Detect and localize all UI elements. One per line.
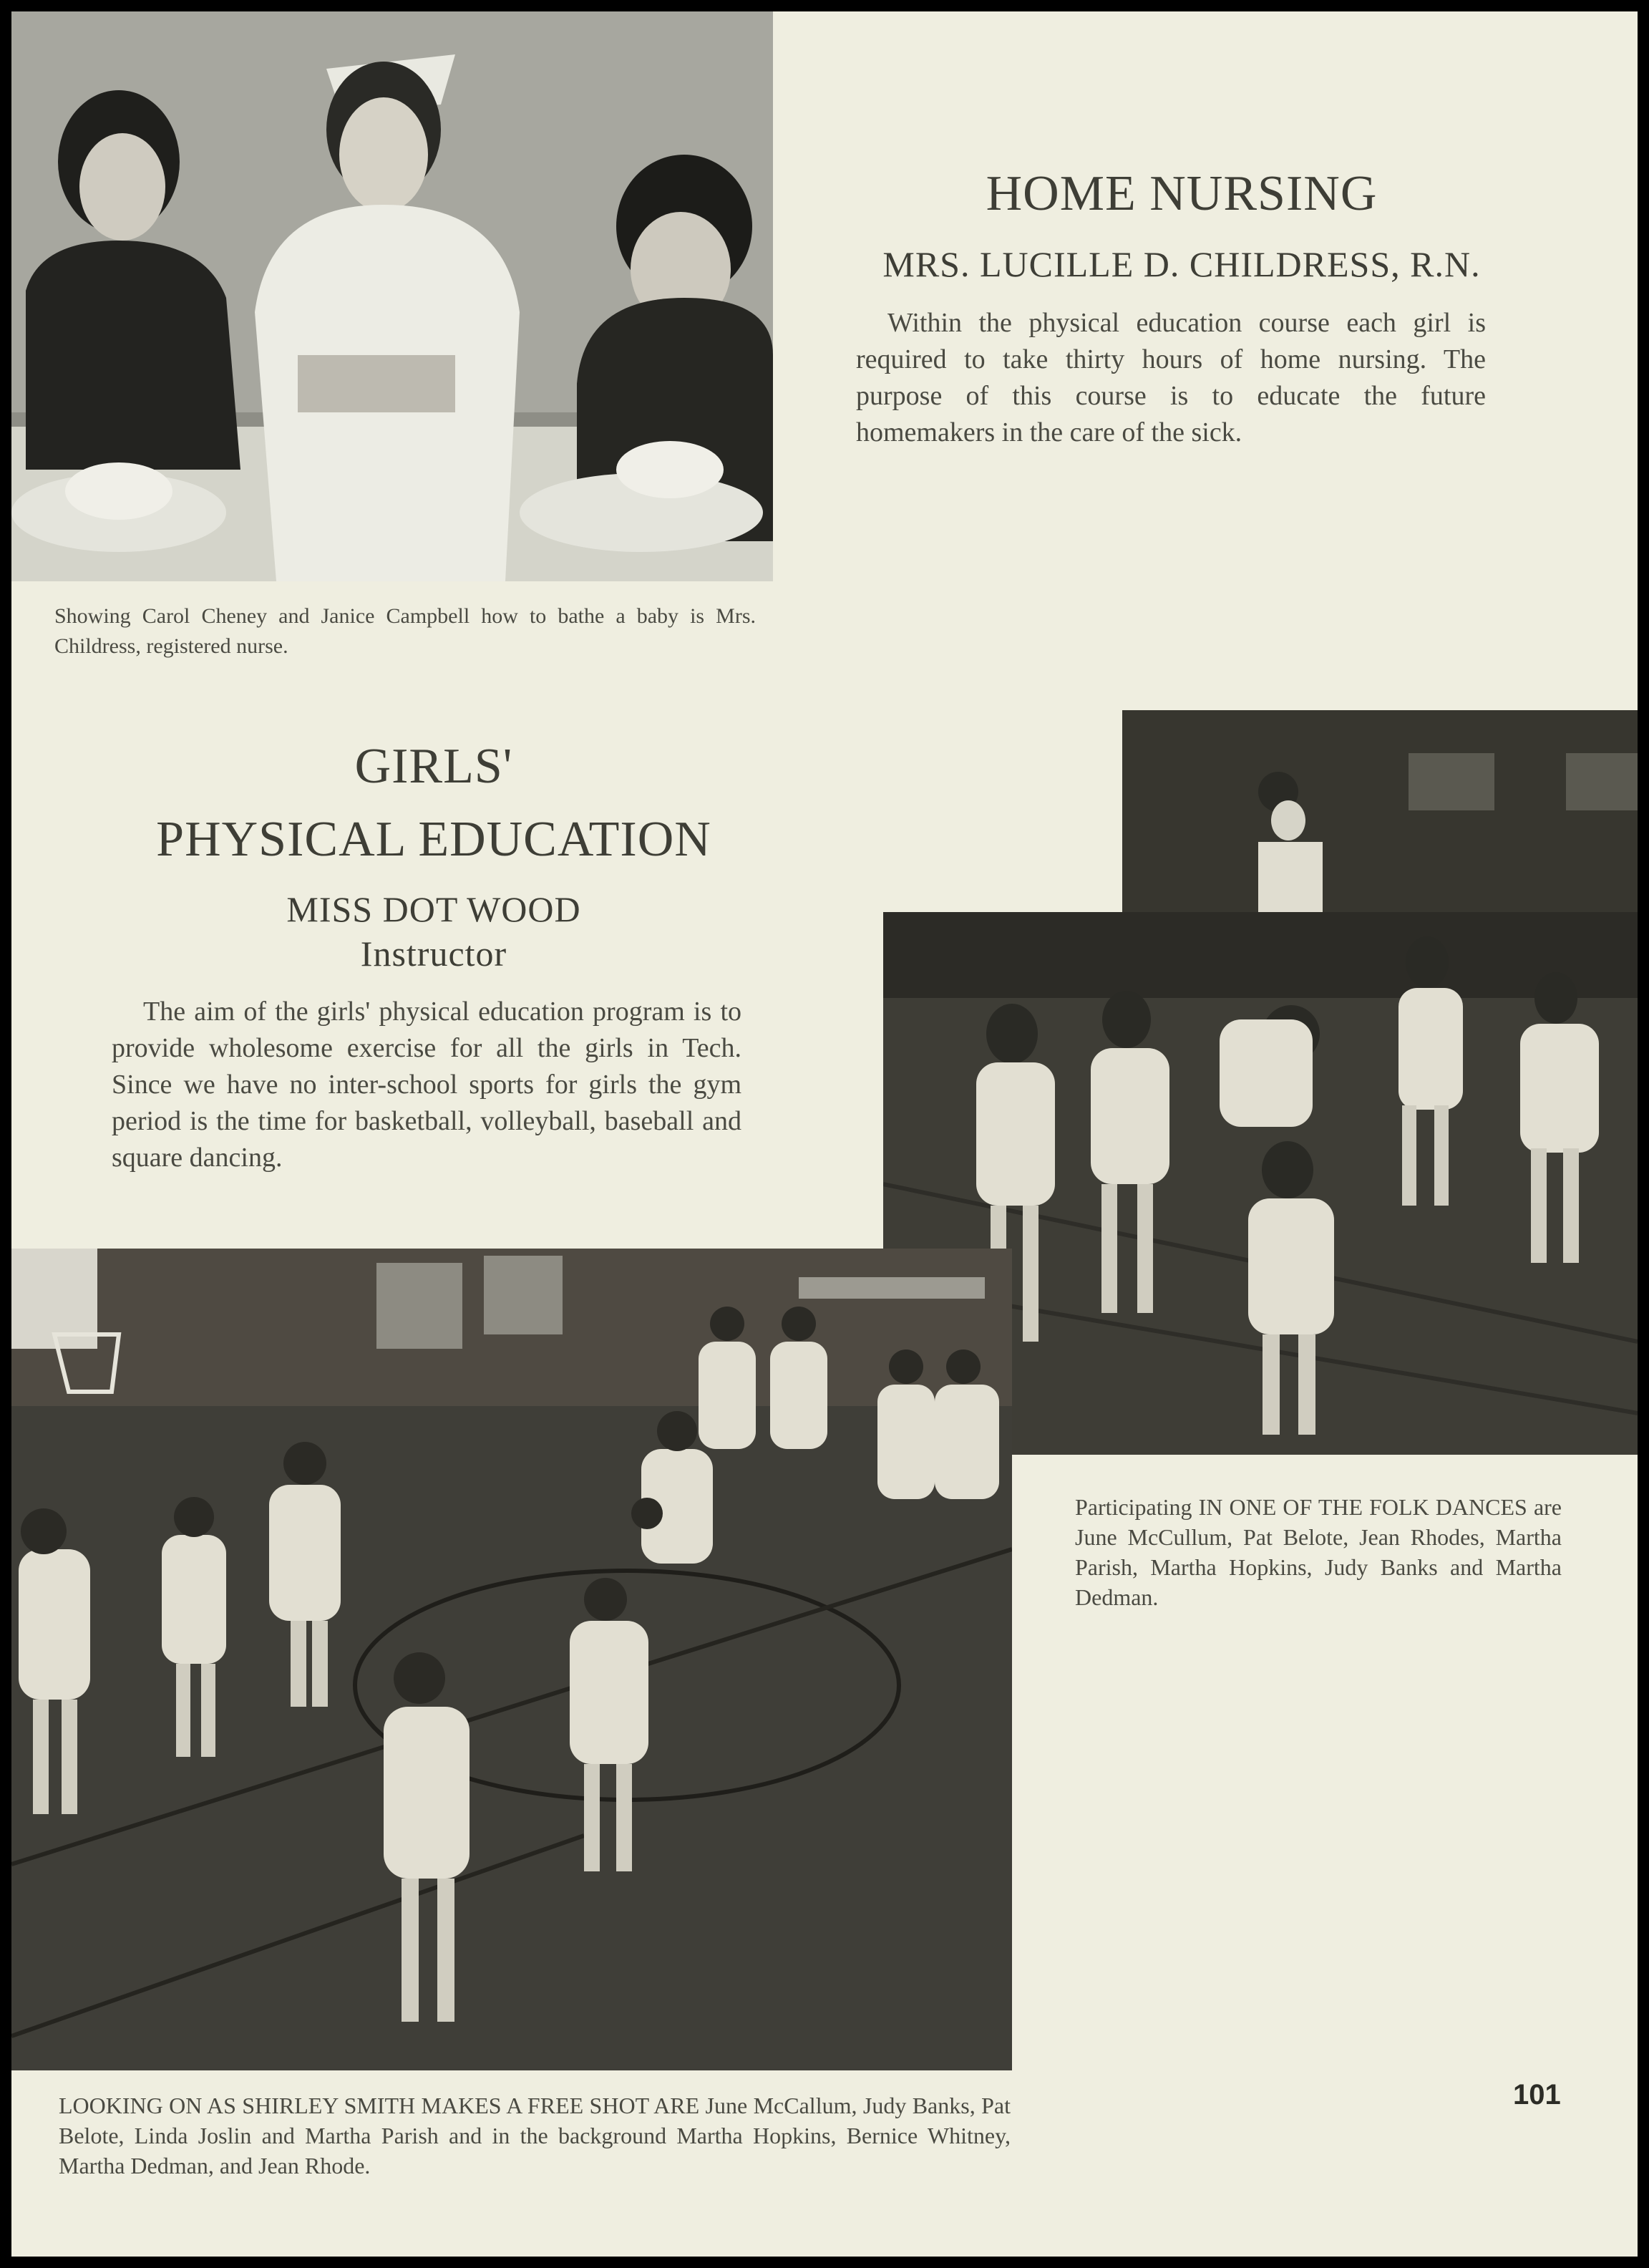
- page-number: 101: [1513, 2079, 1561, 2110]
- basketball-photo: [11, 1249, 1012, 2070]
- home-nursing-photo: [11, 11, 773, 581]
- folk-dance-photo-upper: [1122, 710, 1638, 925]
- girls-pe-body: The aim of the girls' physical education program is to provide wholesome exercise for all the girls in Tech. Since we have no inter-school sports for girls the gym period is the time for basketball, volleyball, baseball and square dancing.: [112, 997, 741, 1173]
- home-nursing-instructor: MRS. LUCILLE D. CHILDRESS, R.N.: [882, 244, 1481, 284]
- home-nursing-body: Within the physical education course each girl is required to take thirty hours of home nursing. The purpose of this course is to educate the future homemakers in the care of the sick.: [856, 308, 1486, 447]
- girls-pe-instructor-role: Instructor: [360, 934, 507, 974]
- home-nursing-photo-caption: Showing Carol Cheney and Janice Campbell how to bathe a baby is Mrs. Childress, registered nurse.: [54, 604, 756, 658]
- yearbook-page: [11, 11, 1638, 2257]
- folk-dance-caption: Participating IN ONE OF THE FOLK DANCES are June McCullum, Pat Belote, Jean Rhodes, Martha Parish, Martha Hopkins, Judy Banks and Martha Dedman.: [1075, 1494, 1562, 1610]
- girls-pe-instructor-name: MISS DOT WOOD: [286, 889, 581, 929]
- home-nursing-title: HOME NURSING: [986, 166, 1378, 221]
- girls-pe-title-line2: PHYSICAL EDUCATION: [156, 812, 711, 867]
- basketball-caption: LOOKING ON AS SHIRLEY SMITH MAKES A FREE SHOT ARE June McCallum, Judy Banks, Pat Belote, Linda Joslin and Martha Parish and in the background Martha Hopkins, Bernice Whitney, Martha Dedman, and Jean Rhode.: [59, 2093, 1011, 2179]
- girls-pe-title-line1: GIRLS': [354, 739, 513, 794]
